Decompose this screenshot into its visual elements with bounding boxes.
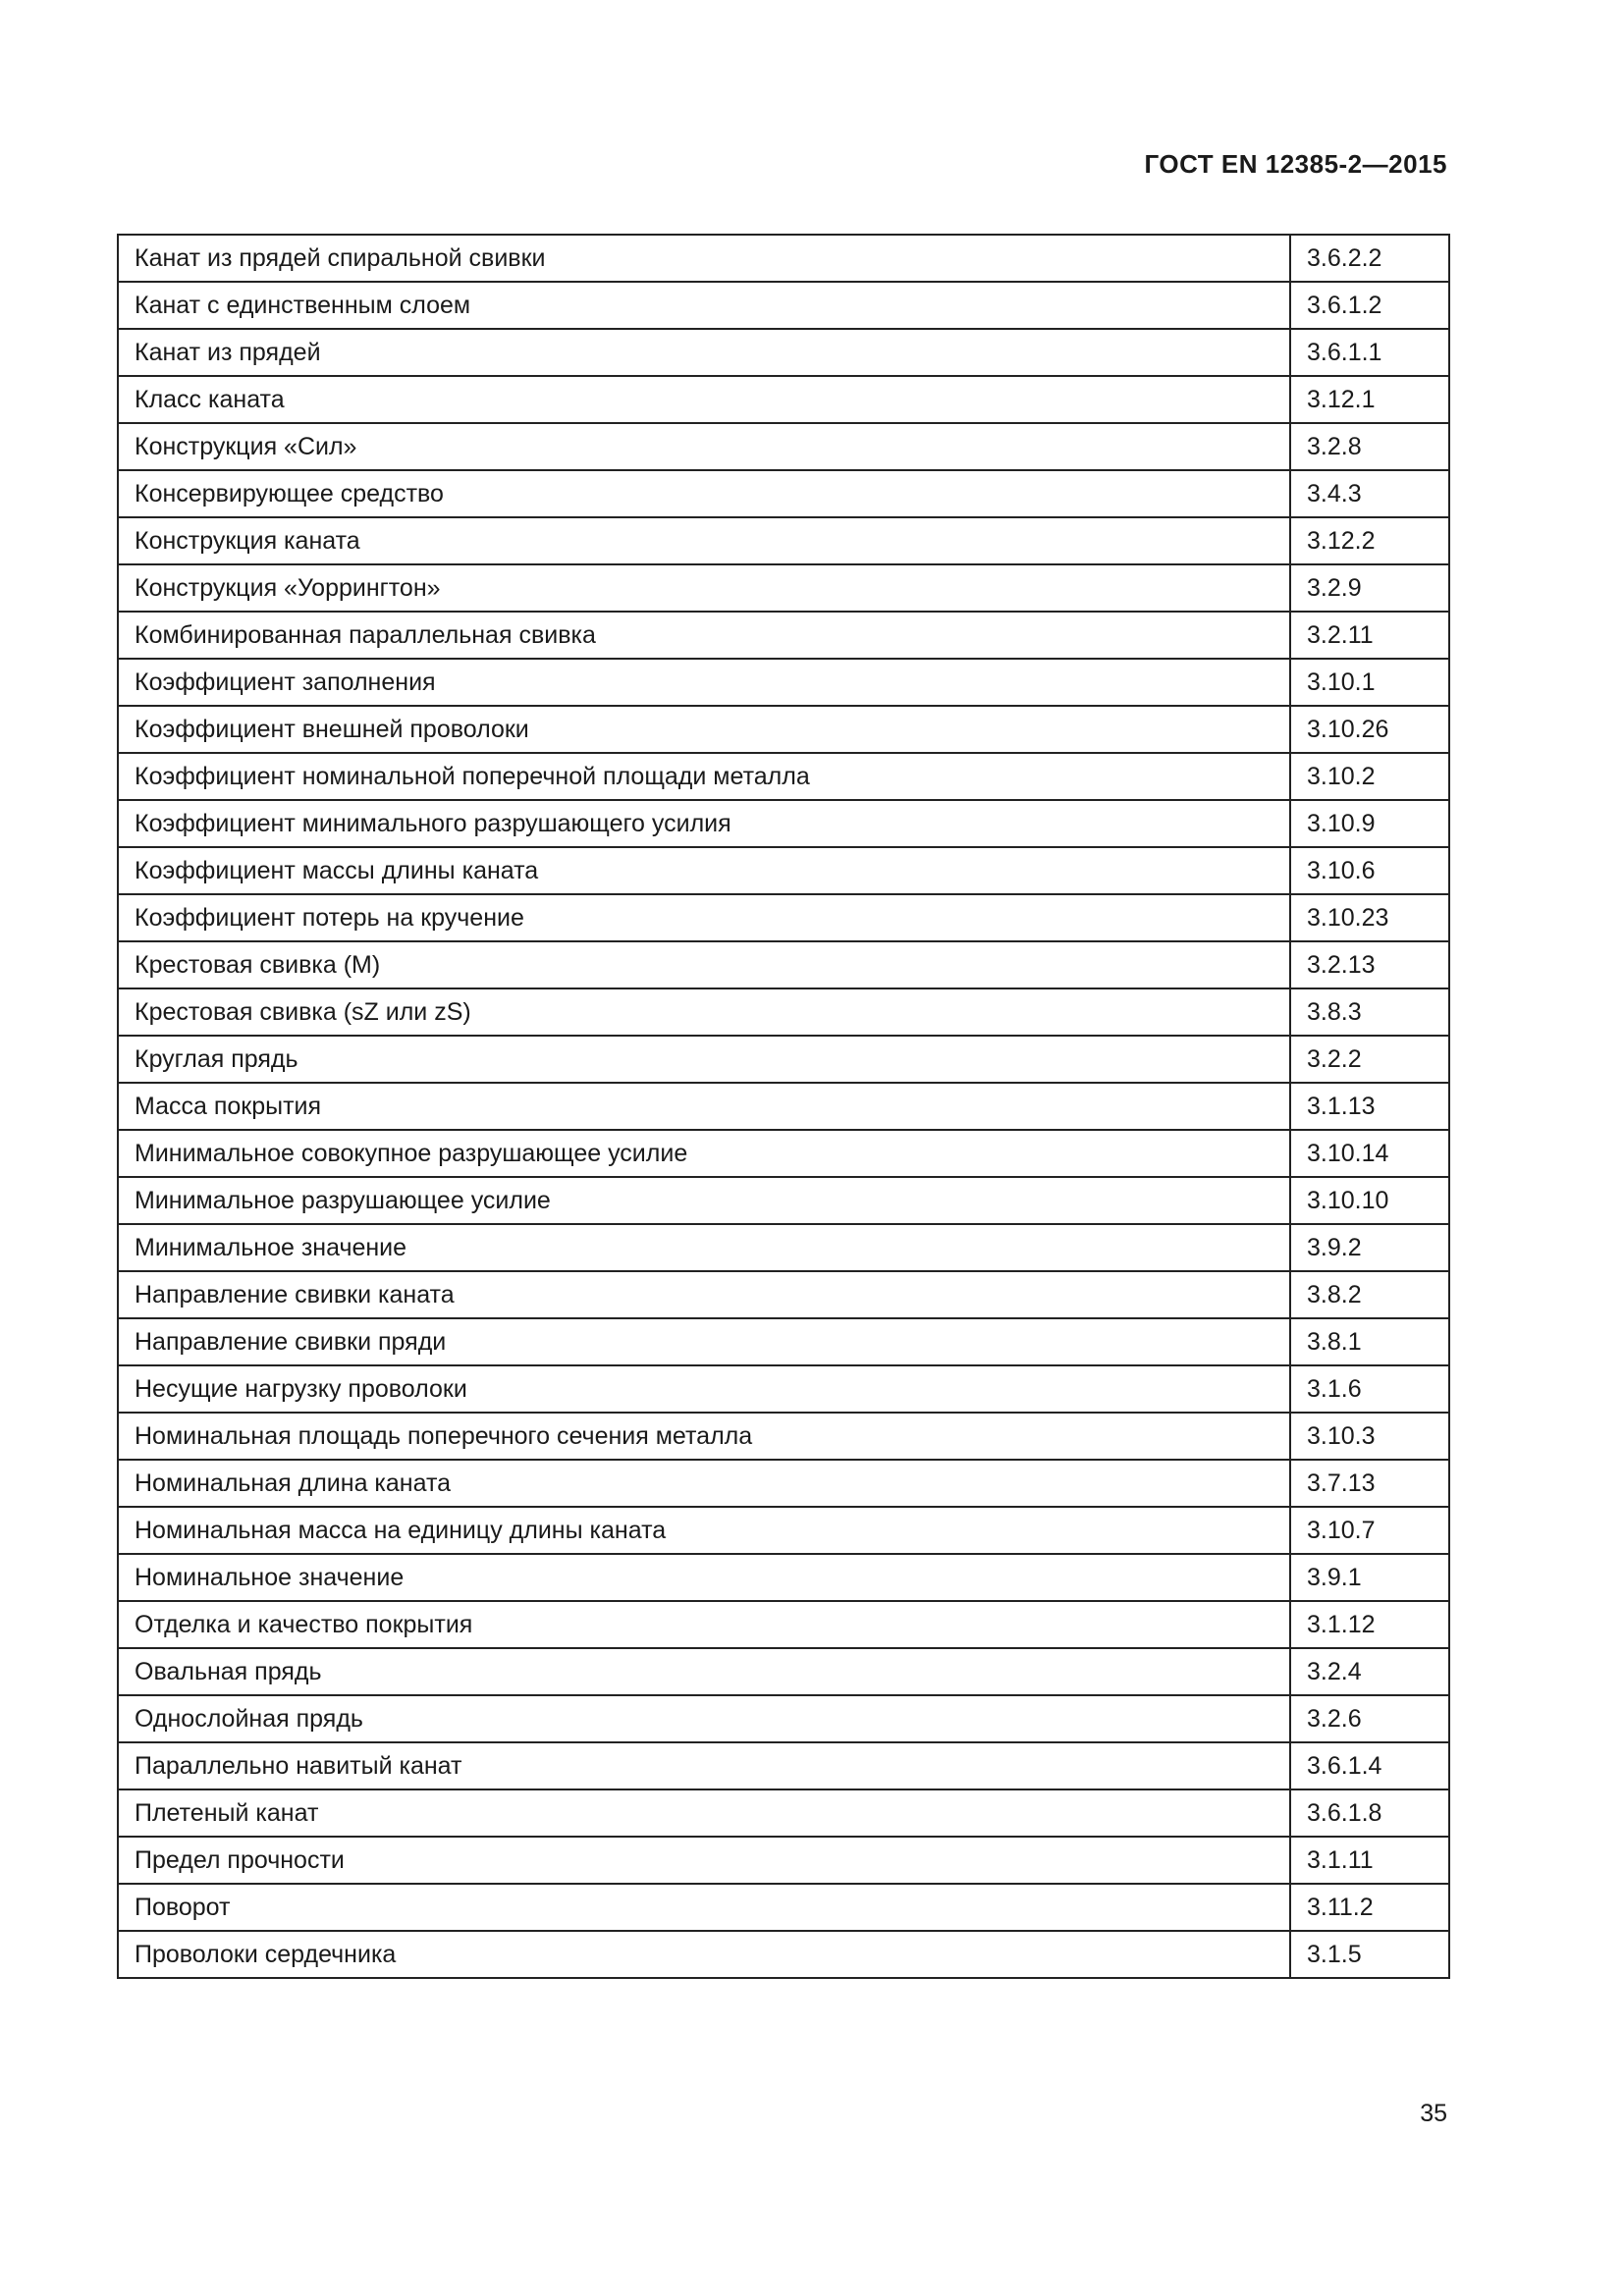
term-cell: Коэффициент массы длины каната xyxy=(118,847,1290,894)
section-ref-cell: 3.12.2 xyxy=(1290,517,1449,564)
term-cell: Минимальное совокупное разрушающее усилие xyxy=(118,1130,1290,1177)
table-row xyxy=(118,1413,1449,1460)
table-row xyxy=(118,1365,1449,1413)
section-ref-cell: 3.2.13 xyxy=(1290,941,1449,988)
table-row xyxy=(118,517,1449,564)
term-cell: Коэффициент внешней проволоки xyxy=(118,706,1290,753)
table-row xyxy=(118,376,1449,423)
table-row xyxy=(118,235,1449,282)
term-cell: Номинальная площадь поперечного сечения металла xyxy=(118,1413,1290,1460)
section-ref-cell: 3.4.3 xyxy=(1290,470,1449,517)
term-cell: Плетеный канат xyxy=(118,1789,1290,1837)
term-cell: Круглая прядь xyxy=(118,1036,1290,1083)
section-ref-cell: 3.1.5 xyxy=(1290,1931,1449,1978)
section-ref-cell: 3.10.7 xyxy=(1290,1507,1449,1554)
section-ref-cell: 3.1.12 xyxy=(1290,1601,1449,1648)
document-header: ГОСТ EN 12385-2—2015 xyxy=(1144,149,1447,179)
table-row xyxy=(118,282,1449,329)
term-cell: Овальная прядь xyxy=(118,1648,1290,1695)
table-row xyxy=(118,1695,1449,1742)
term-cell: Предел прочности xyxy=(118,1837,1290,1884)
section-ref-cell: 3.6.1.2 xyxy=(1290,282,1449,329)
table-row xyxy=(118,1837,1449,1884)
term-cell: Номинальная масса на единицу длины каната xyxy=(118,1507,1290,1554)
section-ref-cell: 3.8.1 xyxy=(1290,1318,1449,1365)
term-index-body xyxy=(118,235,1449,1978)
table-row xyxy=(118,800,1449,847)
term-cell: Конструкция каната xyxy=(118,517,1290,564)
section-ref-cell: 3.2.9 xyxy=(1290,564,1449,612)
section-ref-cell: 3.10.14 xyxy=(1290,1130,1449,1177)
section-ref-cell: 3.2.4 xyxy=(1290,1648,1449,1695)
table-row xyxy=(118,1931,1449,1978)
term-cell: Коэффициент минимального разрушающего усилия xyxy=(118,800,1290,847)
section-ref-cell: 3.6.1.8 xyxy=(1290,1789,1449,1837)
table-row xyxy=(118,706,1449,753)
term-cell: Крестовая свивка (M) xyxy=(118,941,1290,988)
section-ref-cell: 3.6.1.1 xyxy=(1290,329,1449,376)
section-ref-cell: 3.11.2 xyxy=(1290,1884,1449,1931)
table-row xyxy=(118,564,1449,612)
term-cell: Конструкция «Сил» xyxy=(118,423,1290,470)
section-ref-cell: 3.12.1 xyxy=(1290,376,1449,423)
term-cell: Минимальное разрушающее усилие xyxy=(118,1177,1290,1224)
section-ref-cell: 3.8.2 xyxy=(1290,1271,1449,1318)
section-ref-cell: 3.10.3 xyxy=(1290,1413,1449,1460)
table-row xyxy=(118,1789,1449,1837)
section-ref-cell: 3.9.2 xyxy=(1290,1224,1449,1271)
term-cell: Однослойная прядь xyxy=(118,1695,1290,1742)
section-ref-cell: 3.1.13 xyxy=(1290,1083,1449,1130)
term-cell: Канат с единственным слоем xyxy=(118,282,1290,329)
table-row xyxy=(118,1742,1449,1789)
table-row xyxy=(118,470,1449,517)
table-row xyxy=(118,1130,1449,1177)
table-row xyxy=(118,329,1449,376)
section-ref-cell: 3.10.6 xyxy=(1290,847,1449,894)
section-ref-cell: 3.9.1 xyxy=(1290,1554,1449,1601)
term-index-table xyxy=(117,234,1450,1979)
table-row xyxy=(118,1036,1449,1083)
table-row xyxy=(118,894,1449,941)
term-cell: Минимальное значение xyxy=(118,1224,1290,1271)
table-row xyxy=(118,1224,1449,1271)
section-ref-cell: 3.2.11 xyxy=(1290,612,1449,659)
table-row xyxy=(118,1177,1449,1224)
term-cell: Отделка и качество покрытия xyxy=(118,1601,1290,1648)
term-cell: Класс каната xyxy=(118,376,1290,423)
section-ref-cell: 3.10.23 xyxy=(1290,894,1449,941)
section-ref-cell: 3.10.26 xyxy=(1290,706,1449,753)
table-row xyxy=(118,941,1449,988)
section-ref-cell: 3.2.2 xyxy=(1290,1036,1449,1083)
section-ref-cell: 3.1.6 xyxy=(1290,1365,1449,1413)
section-ref-cell: 3.1.11 xyxy=(1290,1837,1449,1884)
table-row xyxy=(118,847,1449,894)
table-row xyxy=(118,753,1449,800)
section-ref-cell: 3.10.1 xyxy=(1290,659,1449,706)
term-cell: Коэффициент заполнения xyxy=(118,659,1290,706)
section-ref-cell: 3.6.1.4 xyxy=(1290,1742,1449,1789)
table-row xyxy=(118,423,1449,470)
term-cell: Канат из прядей спиральной свивки xyxy=(118,235,1290,282)
table-row xyxy=(118,1083,1449,1130)
term-cell: Комбинированная параллельная свивка xyxy=(118,612,1290,659)
table-row xyxy=(118,1460,1449,1507)
table-row xyxy=(118,1601,1449,1648)
section-ref-cell: 3.10.10 xyxy=(1290,1177,1449,1224)
table-row xyxy=(118,988,1449,1036)
term-cell: Направление свивки каната xyxy=(118,1271,1290,1318)
term-cell: Поворот xyxy=(118,1884,1290,1931)
term-cell: Канат из прядей xyxy=(118,329,1290,376)
term-cell: Направление свивки пряди xyxy=(118,1318,1290,1365)
section-ref-cell: 3.8.3 xyxy=(1290,988,1449,1036)
section-ref-cell: 3.2.8 xyxy=(1290,423,1449,470)
term-cell: Крестовая свивка (sZ или zS) xyxy=(118,988,1290,1036)
table-row xyxy=(118,1648,1449,1695)
term-cell: Коэффициент потерь на кручение xyxy=(118,894,1290,941)
table-row xyxy=(118,612,1449,659)
page-number: 35 xyxy=(1420,2100,1447,2127)
term-cell: Несущие нагрузку проволоки xyxy=(118,1365,1290,1413)
term-cell: Параллельно навитый канат xyxy=(118,1742,1290,1789)
term-cell: Проволоки сердечника xyxy=(118,1931,1290,1978)
term-cell: Номинальная длина каната xyxy=(118,1460,1290,1507)
table-row xyxy=(118,1271,1449,1318)
table-row xyxy=(118,1318,1449,1365)
section-ref-cell: 3.10.2 xyxy=(1290,753,1449,800)
term-cell: Номинальное значение xyxy=(118,1554,1290,1601)
table-row xyxy=(118,1884,1449,1931)
section-ref-cell: 3.6.2.2 xyxy=(1290,235,1449,282)
section-ref-cell: 3.10.9 xyxy=(1290,800,1449,847)
table-row xyxy=(118,1507,1449,1554)
section-ref-cell: 3.2.6 xyxy=(1290,1695,1449,1742)
term-cell: Масса покрытия xyxy=(118,1083,1290,1130)
term-cell: Конструкция «Уоррингтон» xyxy=(118,564,1290,612)
section-ref-cell: 3.7.13 xyxy=(1290,1460,1449,1507)
table-row xyxy=(118,659,1449,706)
term-cell: Коэффициент номинальной поперечной площади металла xyxy=(118,753,1290,800)
term-cell: Консервирующее средство xyxy=(118,470,1290,517)
table-row xyxy=(118,1554,1449,1601)
